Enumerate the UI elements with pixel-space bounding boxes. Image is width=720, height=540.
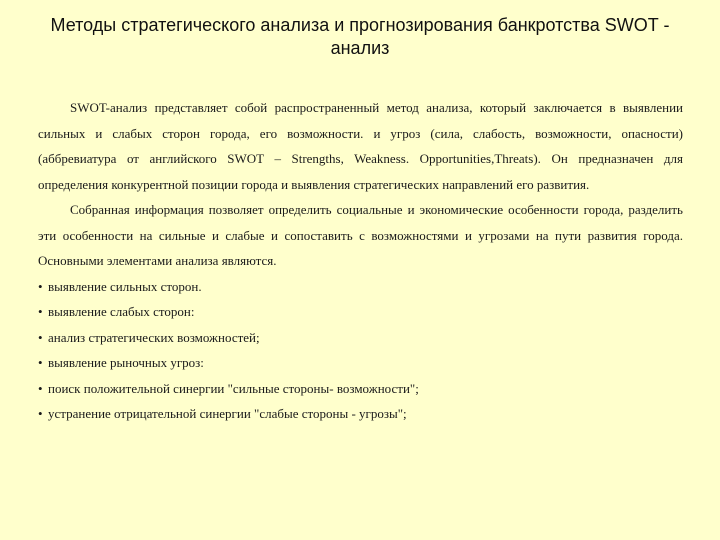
list-item <box>38 299 683 325</box>
list-item-text: поиск положительной синергии "сильные стороны- возможности"; <box>48 380 419 396</box>
bullet-icon: • <box>38 278 43 294</box>
list-item-text: устранение отрицательной синергии "слабые стороны - угрозы"; <box>48 406 407 421</box>
list-item <box>38 325 683 351</box>
swot-definition-paragraph: SWOT-анализ представляет собой распространенный метод анализа, который заключается в выявлении сильных и слабых сторон города, его возможности. и угроз (сила, слабость, возможности, опасности) (аббревиатура от английского SWOT – Strengths, Weakness. Opportunities,Threats). Он предназначен для определения конкурентной позиции города и выявления стратегических направлений его развития. <box>38 100 683 192</box>
analysis-elements-list <box>38 274 683 427</box>
slide-body <box>38 95 683 427</box>
list-item <box>38 401 683 427</box>
bullet-icon: • <box>38 406 43 421</box>
slide-title: Методы стратегического анализа и прогнозирования банкротства SWOT - анализ <box>50 15 670 58</box>
list-item <box>38 350 683 376</box>
list-item-text: выявление рыночных угроз: <box>48 355 204 370</box>
list-item <box>38 376 683 402</box>
bullet-icon: • <box>38 329 43 345</box>
bullet-icon: • <box>38 380 43 396</box>
bullet-icon: • <box>38 304 43 319</box>
list-item-text: выявление сильных сторон. <box>48 278 202 294</box>
list-item-text: выявление слабых сторон: <box>48 304 195 319</box>
bullet-icon: • <box>38 355 43 370</box>
list-item <box>38 274 683 300</box>
information-paragraph: Собранная информация позволяет определить социальные и экономические особенности города, разделить эти особенности на сильные и слабые и сопоставить с возможностями и угрозами на пути развития города. Основными элементами анализа являются. <box>38 202 683 268</box>
list-item-text: анализ стратегических возможностей; <box>48 329 260 345</box>
